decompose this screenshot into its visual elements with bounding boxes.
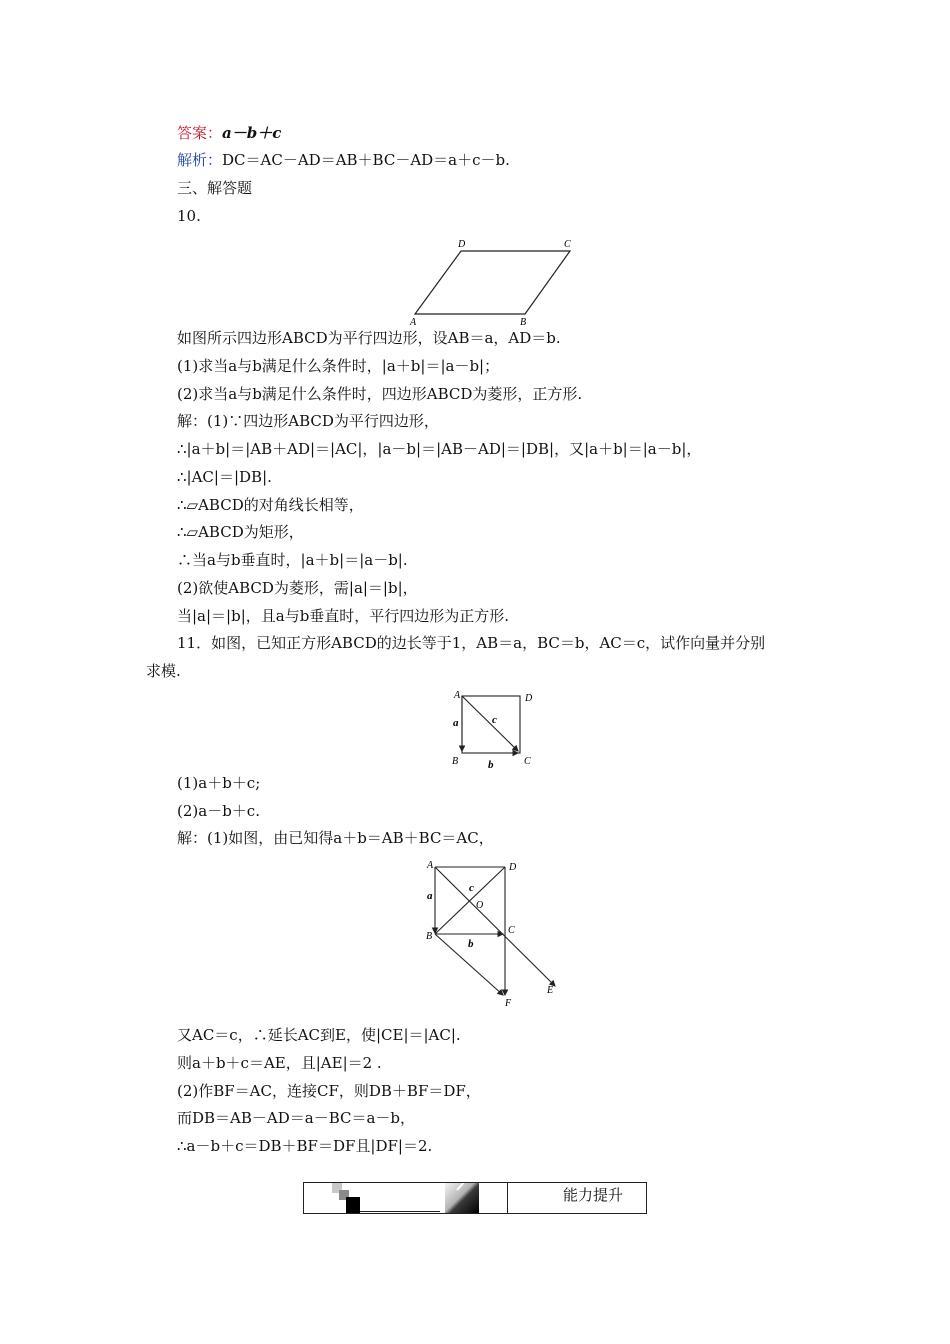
- q10-solution-5: ∴▱ABCD为矩形，: [177, 523, 304, 541]
- vector-c: [462, 696, 518, 751]
- q11-solution-3: 则a＋b＋c＝AE，且|AE|＝2 .: [177, 1054, 382, 1072]
- q10-part2: (2)求当a与b满足什么条件时，四边形ABCD为菱形，正方形.: [177, 385, 583, 403]
- label-f: F: [505, 998, 512, 1009]
- answer-line: [177, 123, 281, 143]
- label-d: D: [525, 693, 533, 704]
- q10-solution-6: ∴当a与b垂直时，|a＋b|＝|a－b|.: [177, 551, 408, 569]
- label-a: A: [454, 690, 461, 701]
- q10-part1: (1)求当a与b满足什么条件时，|a＋b|＝|a－b|；: [177, 357, 500, 375]
- label-vec-a: a: [427, 890, 433, 902]
- label-vec-c: c: [492, 714, 497, 726]
- label-vec-a: a: [453, 717, 459, 729]
- parallelogram-figure: [400, 236, 590, 328]
- label-b: B: [520, 317, 527, 328]
- label-c: C: [524, 756, 531, 767]
- banner-title: 能力提升: [563, 1186, 624, 1204]
- segment-ae: [435, 867, 555, 986]
- label-b: B: [426, 931, 433, 942]
- label-o: O: [476, 900, 484, 911]
- q11-solution-2: 又AC＝c，∴延长AC到E，使|CE|＝|AC|.: [177, 1026, 461, 1044]
- label-c: C: [564, 239, 571, 250]
- label-a: A: [410, 317, 417, 328]
- section-heading: 三、解答题: [177, 179, 253, 197]
- label-a: A: [427, 860, 434, 871]
- q10-solution-4: ∴▱ABCD的对角线长相等，: [177, 496, 364, 514]
- q11-solution-5: 而DB＝AB－AD＝a－BC＝a－b，: [177, 1109, 416, 1127]
- q10-solution-1: 解：(1)∵四边形ABCD为平行四边形，: [177, 412, 439, 430]
- q10-solution-3: ∴|AC|＝|DB|.: [177, 468, 272, 486]
- label-vec-b: b: [468, 938, 474, 950]
- parallelogram-shape: [415, 251, 570, 314]
- q10-statement: 如图所示四边形ABCD为平行四边形，设AB＝a，AD＝b.: [177, 329, 561, 347]
- answer-label: 答案：: [177, 124, 223, 142]
- label-vec-c: c: [469, 882, 474, 894]
- q10-solution-2: ∴|a＋b|＝|AB＋AD|＝|AC|，|a－b|＝|AB－AD|＝|DB|，又|a＋b|＝|a－b|，: [177, 440, 702, 458]
- label-e: E: [547, 985, 554, 996]
- analysis-label: 解析：: [177, 151, 223, 169]
- q11-statement-2: 求模.: [146, 662, 181, 680]
- label-c: C: [508, 925, 515, 936]
- construction-figure: [420, 855, 570, 1013]
- analysis-text: DC＝AC－AD＝AB＋BC－AD＝a＋c－b.: [222, 151, 510, 169]
- banner-decoration-left: [304, 1183, 446, 1213]
- q11-part1: (1)a＋b＋c;: [177, 774, 261, 792]
- label-b: B: [452, 756, 459, 767]
- q11-solution-6: ∴a－b＋c＝DB＋BF＝DF且|DF|＝2.: [177, 1137, 433, 1155]
- q11-part2: (2)a－b＋c.: [177, 802, 260, 820]
- section-banner: [303, 1182, 647, 1214]
- analysis-line: [177, 150, 510, 170]
- label-vec-b: b: [488, 759, 494, 770]
- square-figure: [448, 688, 540, 770]
- answer-value: a－b＋c: [222, 124, 282, 142]
- q11-solution-4: (2)作BF＝AC，连接CF，则DB＋BF＝DF，: [177, 1082, 481, 1100]
- q11-solution-1: 解：(1)如图，由已知得a＋b＝AB＋BC＝AC，: [177, 829, 494, 847]
- question-10-number: 10.: [177, 207, 201, 225]
- label-d: D: [509, 862, 517, 873]
- label-d: D: [458, 239, 466, 250]
- q10-solution-8: 当|a|＝|b|，且a与b垂直时，平行四边形为正方形.: [177, 607, 510, 625]
- banner-title-cell: [507, 1183, 646, 1213]
- q10-solution-7: (2)欲使ABCD为菱形，需|a|＝|b|，: [177, 579, 418, 597]
- q11-statement-1: 11．如图，已知正方形ABCD的边长等于1，AB＝a，BC＝b，AC＝c，试作向量并分别: [177, 634, 766, 652]
- banner-decoration-right: [445, 1183, 508, 1213]
